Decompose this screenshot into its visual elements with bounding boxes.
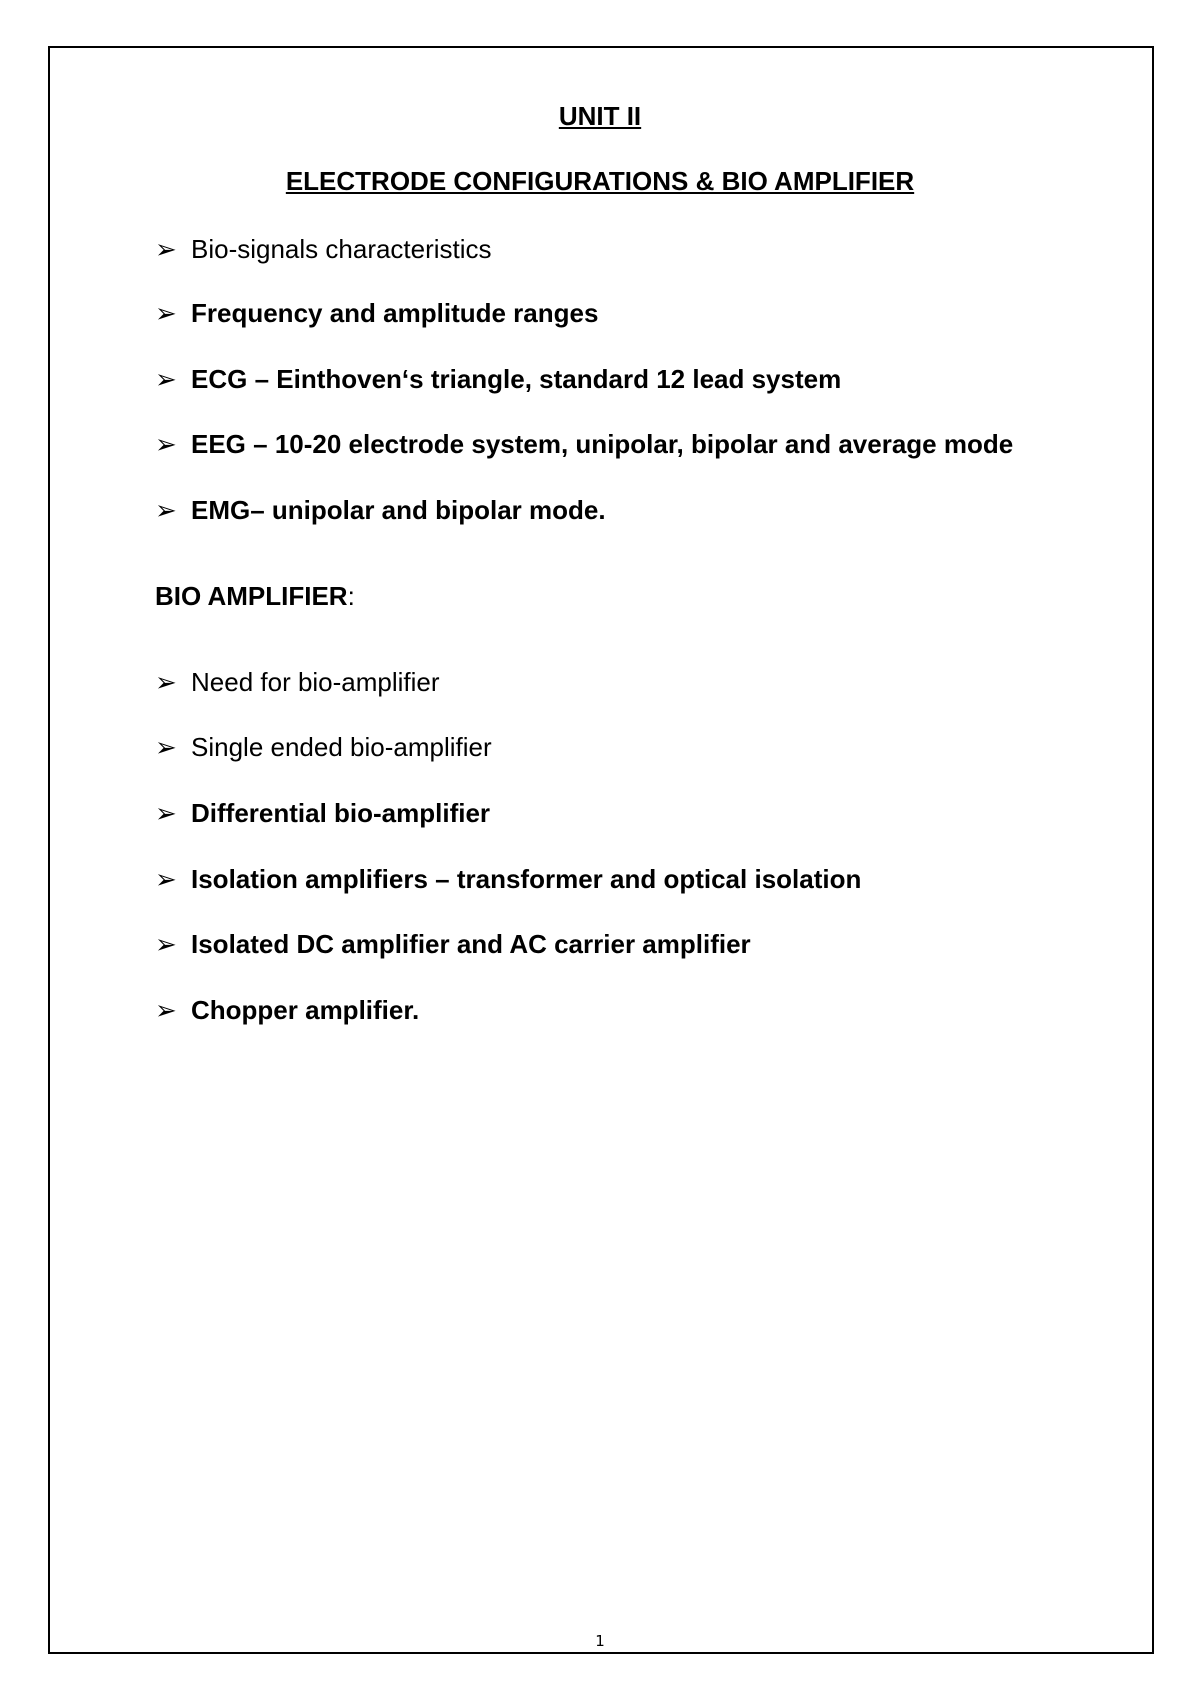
list-item [155,994,419,1026]
section-heading-text: BIO AMPLIFIER [155,581,348,611]
page-title: ELECTRODE CONFIGURATIONS & BIO AMPLIFIER [285,166,915,196]
arrow-bullet-icon: ➢ [155,929,177,959]
list-item-text: Isolation amplifiers – transformer and optical isolation [191,864,862,894]
list-item [155,428,1013,460]
list-item-text: Need for bio-amplifier [191,667,440,697]
list-item [155,297,598,329]
list-item [155,666,440,698]
list-item-text: Bio-signals characteristics [191,234,492,264]
arrow-bullet-icon: ➢ [155,798,177,828]
list-item-text: ECG – Einthoven‘s triangle, standard 12 lead system [191,364,842,394]
arrow-bullet-icon: ➢ [155,364,177,394]
list-item-text: EMG– unipolar and bipolar mode. [191,495,606,525]
list-item [155,363,841,395]
list-item-text: Chopper amplifier. [191,995,420,1025]
arrow-bullet-icon: ➢ [155,864,177,894]
arrow-bullet-icon: ➢ [155,429,177,459]
arrow-bullet-icon: ➢ [155,495,177,525]
arrow-bullet-icon: ➢ [155,995,177,1025]
unit-title: UNIT II [558,101,642,131]
page-number: 1 [595,1632,605,1650]
list-item [155,731,492,763]
list-item-text: Frequency and amplitude ranges [191,298,599,328]
list-item [155,863,861,895]
arrow-bullet-icon: ➢ [155,298,177,328]
section-heading-colon: : [347,581,355,611]
list-item [155,233,492,265]
list-item-text: EEG – 10-20 electrode system, unipolar, bipolar and average mode [191,429,1014,459]
list-item-text: Differential bio-amplifier [191,798,491,828]
arrow-bullet-icon: ➢ [155,667,177,697]
arrow-bullet-icon: ➢ [155,732,177,762]
list-item-text: Isolated DC amplifier and AC carrier amplifier [191,929,751,959]
section-heading [155,580,355,612]
list-item [155,797,490,829]
list-item-text: Single ended bio-amplifier [191,732,492,762]
list-item [155,494,606,526]
list-item [155,928,751,960]
page-border [48,46,1154,1654]
arrow-bullet-icon: ➢ [155,234,177,264]
